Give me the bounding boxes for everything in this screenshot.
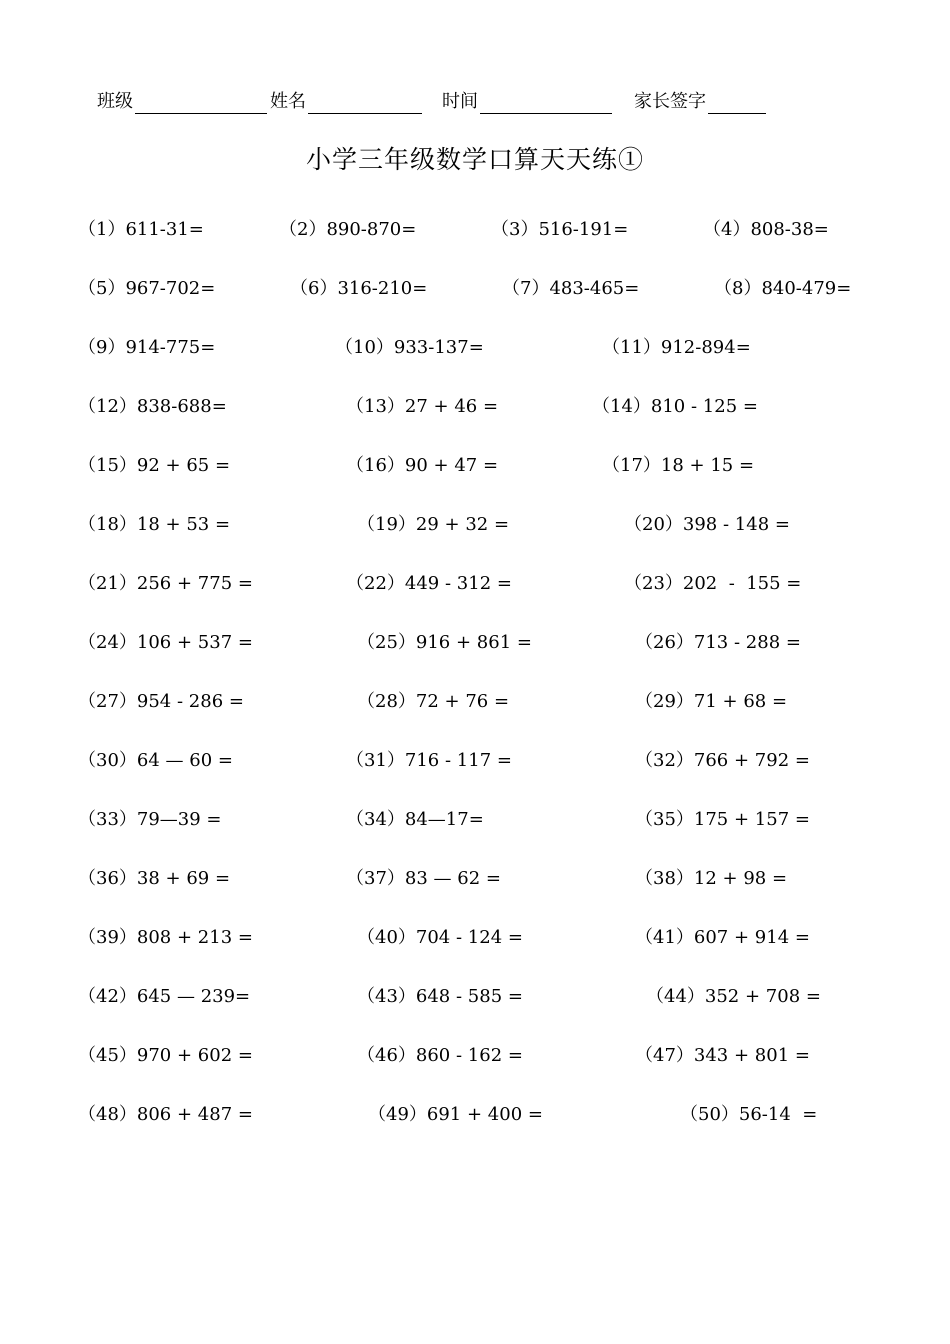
problem-40: （40）704 - 124 = (357, 927, 523, 948)
name-field (270, 90, 422, 114)
page-title: 小学三年级数学口算天天练① (305, 145, 644, 174)
problem-32: （32）766 + 792 = (635, 750, 810, 771)
parent-sign-field (634, 90, 766, 114)
problem-27: （27）954 - 286 = (78, 691, 244, 712)
parent-sign-label: 家长签字 (634, 91, 706, 112)
problem-5: （5）967-702= (78, 278, 216, 299)
problem-21: （21）256 + 775 = (78, 573, 253, 594)
time-label: 时间 (442, 91, 478, 112)
class-field (97, 90, 267, 114)
problem-8: （8）840-479= (714, 278, 852, 299)
problem-39: （39）808 + 213 = (78, 927, 253, 948)
problem-36: （36）38 + 69 = (78, 868, 231, 889)
problem-31: （31）716 - 117 = (346, 750, 512, 771)
problem-4: （4）808-38= (703, 219, 829, 240)
problem-33: （33）79—39 = (78, 809, 222, 830)
problem-15: （15）92 + 65 = (78, 455, 231, 476)
problem-1: （1）611-31= (78, 219, 204, 240)
parent-sign-blank-line[interactable] (708, 93, 766, 114)
problem-2: （2）890-870= (279, 219, 417, 240)
problem-19: （19）29 + 32 = (357, 514, 510, 535)
problem-22: （22）449 - 312 = (346, 573, 512, 594)
class-label: 班级 (97, 91, 133, 112)
problem-28: （28）72 + 76 = (357, 691, 510, 712)
problem-18: （18）18 + 53 = (78, 514, 231, 535)
problem-10: （10）933-137= (335, 337, 484, 358)
problem-41: （41）607 + 914 = (635, 927, 810, 948)
time-blank-line[interactable] (480, 93, 612, 114)
problem-45: （45）970 + 602 = (78, 1045, 253, 1066)
problem-14: （14）810 - 125 = (592, 396, 758, 417)
problem-13: （13）27 + 46 = (346, 396, 499, 417)
problem-9: （9）914-775= (78, 337, 216, 358)
problem-30: （30）64 — 60 = (78, 750, 233, 771)
problem-43: （43）648 - 585 = (357, 986, 523, 1007)
problem-50: （50）56-14 = (680, 1104, 818, 1125)
problem-16: （16）90 + 47 = (346, 455, 499, 476)
problem-49: （49）691 + 400 = (368, 1104, 543, 1125)
problem-23: （23）202 - 155 = (624, 573, 802, 594)
name-label: 姓名 (270, 91, 306, 112)
problem-24: （24）106 + 537 = (78, 632, 253, 653)
problem-48: （48）806 + 487 = (78, 1104, 253, 1125)
problem-37: （37）83 — 62 = (346, 868, 501, 889)
problem-46: （46）860 - 162 = (357, 1045, 523, 1066)
problem-25: （25）916 + 861 = (357, 632, 532, 653)
class-blank-line[interactable] (135, 93, 267, 114)
problem-12: （12）838-688= (78, 396, 227, 417)
problem-35: （35）175 + 157 = (635, 809, 810, 830)
problem-44: （44）352 + 708 = (646, 986, 821, 1007)
problem-38: （38）12 + 98 = (635, 868, 788, 889)
problem-6: （6）316-210= (290, 278, 428, 299)
problem-3: （3）516-191= (491, 219, 629, 240)
time-field (442, 90, 612, 114)
problem-20: （20）398 - 148 = (624, 514, 790, 535)
problem-47: （47）343 + 801 = (635, 1045, 810, 1066)
problem-34: （34）84—17= (346, 809, 484, 830)
problem-42: （42）645 — 239= (78, 986, 251, 1007)
problem-26: （26）713 - 288 = (635, 632, 801, 653)
problem-29: （29）71 + 68 = (635, 691, 788, 712)
problem-7: （7）483-465= (502, 278, 640, 299)
name-blank-line[interactable] (308, 93, 422, 114)
problem-11: （11）912-894= (602, 337, 751, 358)
problem-17: （17）18 + 15 = (602, 455, 755, 476)
